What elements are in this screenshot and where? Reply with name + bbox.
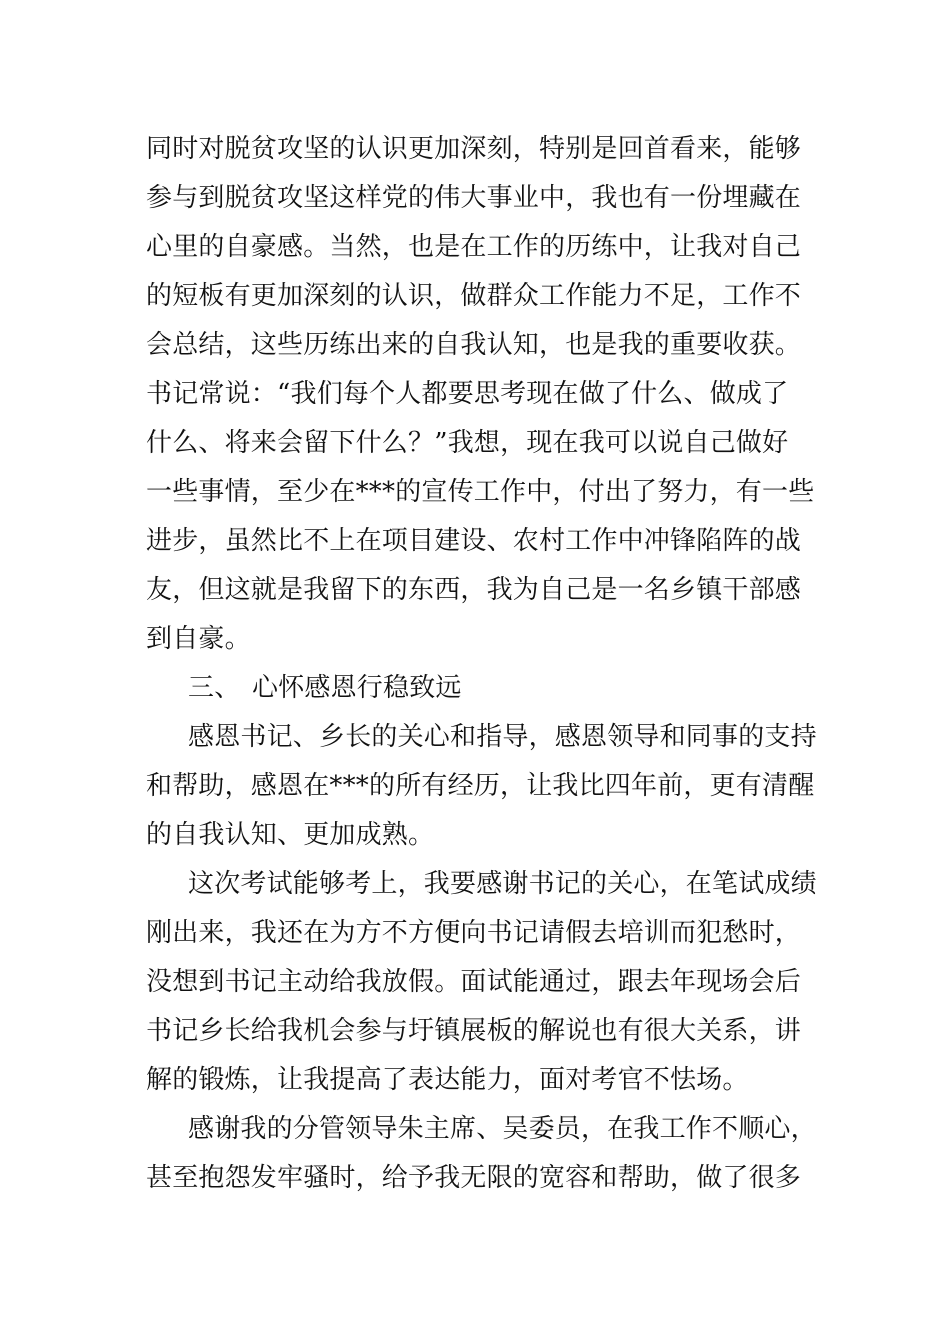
paragraph-3 bbox=[146, 860, 817, 1105]
text-line: 什么、将来会留下什么？”我想，现在我可以说自己做好 bbox=[146, 428, 789, 458]
text-line: 感恩书记、乡长的关心和指导，感恩领导和同事的支持 bbox=[188, 722, 817, 752]
text-line: 甚至抱怨发牢骚时，给予我无限的宽容和帮助，做了很多 bbox=[146, 1163, 802, 1193]
section-title: 心怀感恩行稳致远 bbox=[252, 673, 462, 703]
text-line: 书记常说：“我们每个人都要思考现在做了什么、做成了 bbox=[146, 379, 789, 409]
text-line: 一些事情，至少在***的宣传工作中，付出了努力，有一些 bbox=[146, 477, 815, 507]
document-body bbox=[146, 125, 817, 1203]
text-line: 的短板有更加深刻的认识，做群众工作能力不足，工作不 bbox=[146, 281, 802, 311]
paragraph-2 bbox=[146, 713, 817, 860]
paragraph-4 bbox=[146, 1105, 817, 1203]
text-line: 刚出来，我还在为方不方便向书记请假去培训而犯愁时， bbox=[146, 918, 802, 948]
section-heading bbox=[146, 664, 811, 713]
text-line: 友，但这就是我留下的东西，我为自己是一名乡镇干部感 bbox=[146, 575, 802, 605]
text-line: 参与到脱贫攻坚这样党的伟大事业中，我也有一份埋藏在 bbox=[146, 183, 802, 213]
text-line: 书记乡长给我机会参与圩镇展板的解说也有很大关系，讲 bbox=[146, 1016, 802, 1046]
text-line: 这次考试能够考上，我要感谢书记的关心，在笔试成绩 bbox=[188, 869, 817, 899]
text-line: 没想到书记主动给我放假。面试能通过，跟去年现场会后 bbox=[146, 967, 802, 997]
text-line: 解的锻炼，让我提高了表达能力，面对考官不怯场。 bbox=[146, 1065, 749, 1095]
text-line: 和帮助，感恩在***的所有经历，让我比四年前，更有清醒 bbox=[146, 771, 815, 801]
text-line: 会总结，这些历练出来的自我认知，也是我的重要收获。 bbox=[146, 330, 802, 360]
section-number: 三、 bbox=[188, 673, 241, 703]
text-line: 进步，虽然比不上在项目建设、农村工作中冲锋陷阵的战 bbox=[146, 526, 802, 556]
text-line: 心里的自豪感。当然，也是在工作的历练中，让我对自己 bbox=[146, 232, 802, 262]
text-line: 感谢我的分管领导朱主席、吴委员，在我工作不顺心， bbox=[188, 1114, 817, 1144]
text-line: 同时对脱贫攻坚的认识更加深刻，特别是回首看来，能够 bbox=[146, 134, 802, 164]
paragraph-1 bbox=[146, 125, 815, 664]
text-line: 的自我认知、更加成熟。 bbox=[146, 820, 435, 850]
text-line: 到自豪。 bbox=[146, 624, 251, 654]
